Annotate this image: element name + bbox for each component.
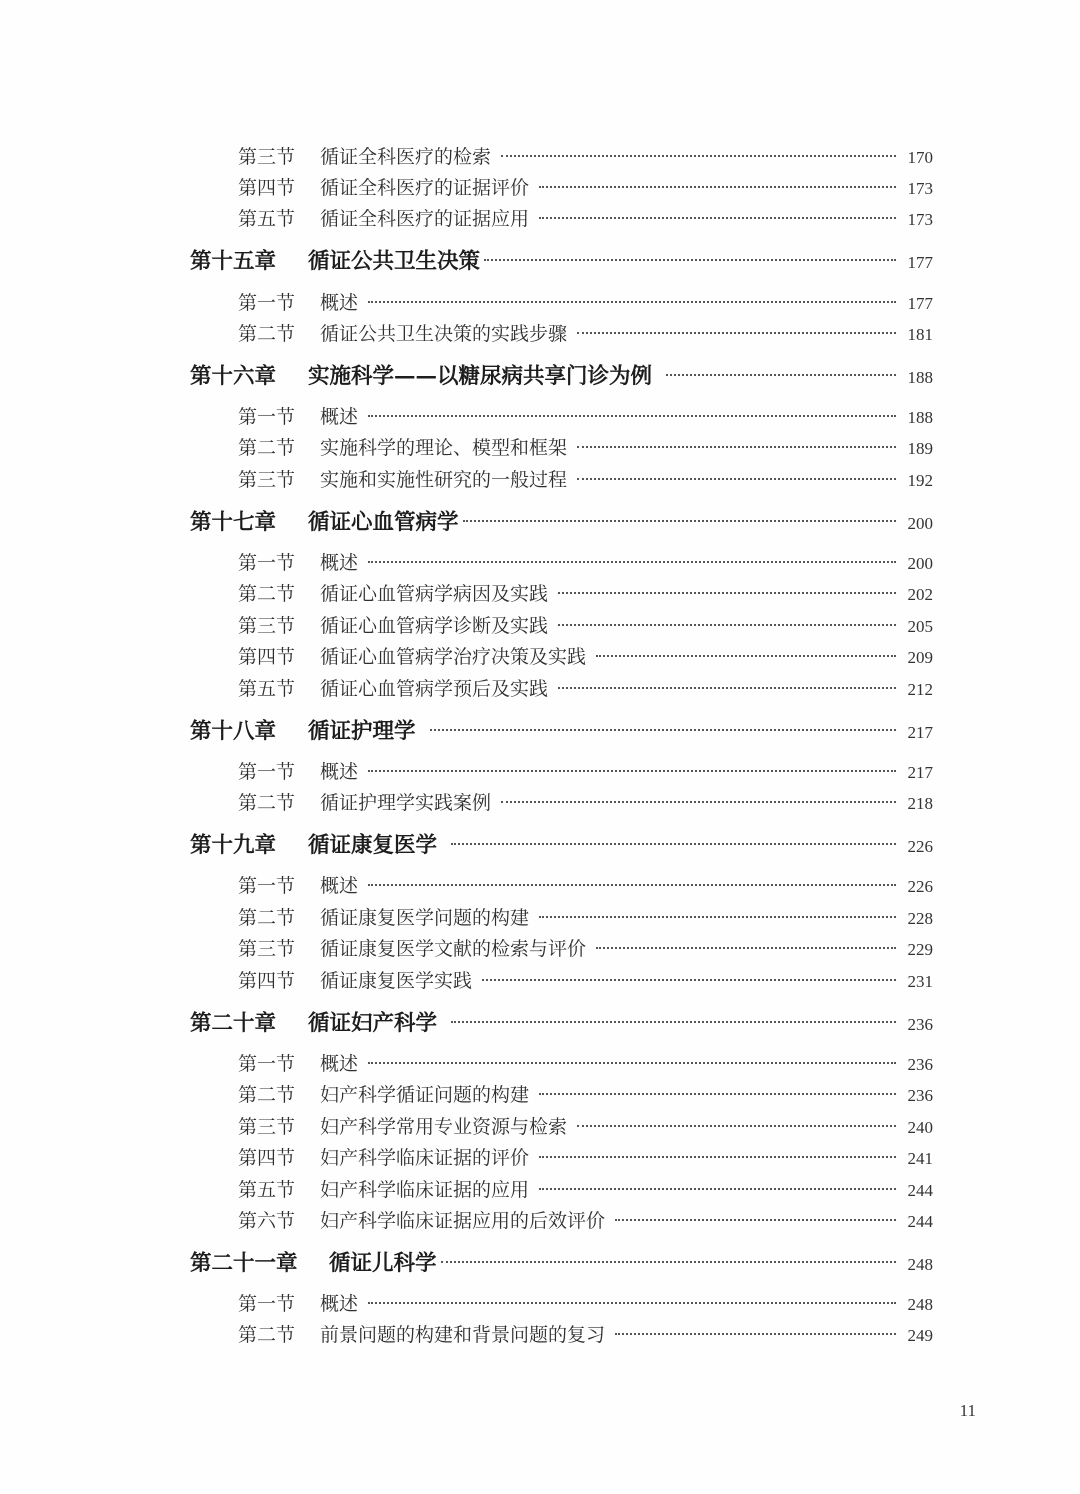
dot-leader (596, 947, 896, 949)
dot-leader (615, 1219, 896, 1221)
toc-chapter-entry[interactable] (190, 832, 933, 861)
toc-section-entry[interactable] (238, 551, 933, 576)
section-number: 第二节 (238, 1084, 296, 1106)
section-title: 概述 (320, 1293, 359, 1315)
section-title: 妇产科学临床证据的评价 (320, 1147, 530, 1169)
toc-chapter-entry[interactable] (190, 509, 933, 538)
section-title: 实施科学的理论、模型和框架 (320, 437, 568, 459)
page-number: 244 (907, 1181, 933, 1200)
chapter-title: 循证护理学 (308, 719, 416, 744)
page-number: 248 (907, 1295, 933, 1314)
section-number: 第四节 (238, 177, 296, 199)
section-number: 第一节 (238, 292, 296, 314)
page-number: 189 (907, 439, 933, 458)
page-number: 231 (907, 972, 933, 991)
dot-leader (451, 843, 896, 845)
section-number: 第五节 (238, 678, 296, 700)
toc-section-entry[interactable] (238, 969, 933, 994)
dot-leader (368, 301, 896, 303)
page-number: 209 (907, 648, 933, 667)
toc-section-entry[interactable] (238, 1292, 933, 1317)
section-title: 妇产科学循证问题的构建 (320, 1084, 530, 1106)
dot-leader (463, 520, 896, 522)
page-number: 200 (907, 554, 933, 573)
dot-leader (539, 1093, 896, 1095)
page-number: 212 (907, 680, 933, 699)
chapter-title: 循证心血管病学 (308, 510, 459, 535)
section-number: 第四节 (238, 1147, 296, 1169)
dot-leader (539, 916, 896, 918)
toc-section-entry[interactable] (238, 1146, 933, 1171)
section-title: 循证心血管病学治疗决策及实践 (320, 646, 587, 668)
toc-chapter-entry[interactable] (190, 248, 933, 277)
section-title: 概述 (320, 761, 359, 783)
chapter-number: 第十八章 (190, 719, 277, 744)
dot-leader (615, 1333, 896, 1335)
dot-leader (368, 415, 896, 417)
toc-section-entry[interactable] (238, 207, 933, 232)
page-number: 228 (907, 909, 933, 928)
dot-leader (558, 592, 896, 594)
toc-section-entry[interactable] (238, 645, 933, 670)
section-title: 循证康复医学文献的检索与评价 (320, 938, 587, 960)
toc-section-entry[interactable] (238, 906, 933, 931)
dot-leader (577, 478, 896, 480)
section-title: 循证康复医学问题的构建 (320, 907, 530, 929)
chapter-number: 第十五章 (190, 249, 277, 274)
chapter-number: 第十六章 (190, 364, 277, 389)
page-number: 217 (907, 723, 933, 742)
section-number: 第二节 (238, 323, 296, 345)
toc-section-entry[interactable] (238, 1178, 933, 1203)
toc-section-entry[interactable] (238, 291, 933, 316)
section-title: 循证全科医疗的证据应用 (320, 208, 530, 230)
dot-leader (368, 1062, 896, 1064)
toc-section-entry[interactable] (238, 1209, 933, 1234)
toc-chapter-entry[interactable] (190, 718, 933, 747)
toc-section-entry[interactable] (238, 322, 933, 347)
toc-section-entry[interactable] (238, 1323, 933, 1348)
section-title: 循证全科医疗的证据评价 (320, 177, 530, 199)
dot-leader (430, 729, 896, 731)
section-title: 循证公共卫生决策的实践步骤 (320, 323, 568, 345)
page-number: 249 (907, 1326, 933, 1345)
section-title: 概述 (320, 1053, 359, 1075)
page-number: 226 (907, 877, 933, 896)
section-number: 第三节 (238, 146, 296, 168)
section-number: 第六节 (238, 1210, 296, 1232)
toc-section-entry[interactable] (238, 405, 933, 430)
section-title: 概述 (320, 552, 359, 574)
dot-leader (596, 655, 896, 657)
page-number: 192 (907, 471, 933, 490)
toc-section-entry[interactable] (238, 1052, 933, 1077)
section-title: 实施和实施性研究的一般过程 (320, 469, 568, 491)
page-number: 181 (907, 325, 933, 344)
section-number: 第三节 (238, 1116, 296, 1138)
chapter-title: 循证公共卫生决策 (308, 249, 481, 274)
toc-section-entry[interactable] (238, 582, 933, 607)
page-number: 226 (907, 837, 933, 856)
section-number: 第三节 (238, 615, 296, 637)
page-number: 244 (907, 1212, 933, 1231)
section-number: 第一节 (238, 875, 296, 897)
chapter-number: 第二十一章 (190, 1251, 298, 1276)
toc-section-entry[interactable] (238, 176, 933, 201)
page-number: 236 (907, 1055, 933, 1074)
section-title: 概述 (320, 875, 359, 897)
section-number: 第一节 (238, 552, 296, 574)
dot-leader (558, 624, 896, 626)
section-title: 妇产科学临床证据应用的后效评价 (320, 1210, 606, 1232)
section-title: 循证全科医疗的检索 (320, 146, 492, 168)
page-number: 177 (907, 253, 933, 272)
dot-leader (577, 332, 896, 334)
section-number: 第一节 (238, 406, 296, 428)
section-number: 第一节 (238, 1293, 296, 1315)
section-number: 第四节 (238, 970, 296, 992)
dot-leader (539, 186, 896, 188)
section-title: 循证心血管病学病因及实践 (320, 583, 549, 605)
section-number: 第三节 (238, 469, 296, 491)
section-number: 第二节 (238, 583, 296, 605)
chapter-number: 第十九章 (190, 833, 277, 858)
chapter-number: 第十七章 (190, 510, 277, 535)
section-number: 第五节 (238, 1179, 296, 1201)
dot-leader (666, 374, 896, 376)
toc-section-entry[interactable] (238, 1083, 933, 1108)
toc-section-entry[interactable] (238, 468, 933, 493)
dot-leader (539, 1156, 896, 1158)
page-number: 177 (907, 294, 933, 313)
section-number: 第二节 (238, 907, 296, 929)
page-number: 173 (907, 179, 933, 198)
page-number: 236 (907, 1015, 933, 1034)
page-number: 218 (907, 794, 933, 813)
page-number: 173 (907, 210, 933, 229)
dot-leader (484, 259, 896, 261)
section-number: 第二节 (238, 437, 296, 459)
page-number: 241 (907, 1149, 933, 1168)
page-number: 240 (907, 1118, 933, 1137)
dot-leader (368, 884, 896, 886)
toc-section-entry[interactable] (238, 677, 933, 702)
page-number: 170 (907, 148, 933, 167)
dot-leader (577, 446, 896, 448)
toc-chapter-entry[interactable] (190, 1250, 933, 1279)
section-title: 循证心血管病学预后及实践 (320, 678, 549, 700)
section-title: 循证康复医学实践 (320, 970, 473, 992)
folio-page-number: 11 (959, 1401, 976, 1420)
section-number: 第五节 (238, 208, 296, 230)
section-number: 第一节 (238, 1053, 296, 1075)
section-number: 第一节 (238, 761, 296, 783)
section-title: 妇产科学常用专业资源与检索 (320, 1116, 568, 1138)
chapter-title: 循证妇产科学 (308, 1011, 438, 1036)
dot-leader (451, 1021, 896, 1023)
chapter-title: 实施科学——以糖尿病共享门诊为例 (308, 364, 653, 389)
page-number: 248 (907, 1255, 933, 1274)
chapter-title: 循证康复医学 (308, 833, 438, 858)
page-number: 188 (907, 368, 933, 387)
toc-section-entry[interactable] (238, 791, 933, 816)
dot-leader (501, 801, 896, 803)
toc-section-entry[interactable] (238, 1115, 933, 1140)
toc-chapter-entry[interactable] (190, 363, 933, 392)
dot-leader (501, 155, 896, 157)
page-number: 236 (907, 1086, 933, 1105)
page-number: 200 (907, 514, 933, 533)
toc-section-entry[interactable] (238, 436, 933, 461)
section-number: 第二节 (238, 792, 296, 814)
section-title: 循证心血管病学诊断及实践 (320, 615, 549, 637)
section-number: 第四节 (238, 646, 296, 668)
dot-leader (482, 979, 896, 981)
section-number: 第三节 (238, 938, 296, 960)
chapter-number: 第二十章 (190, 1011, 277, 1036)
dot-leader (558, 687, 896, 689)
page-number: 205 (907, 617, 933, 636)
toc-chapter-entry[interactable] (190, 1010, 933, 1039)
page-number: 202 (907, 585, 933, 604)
toc-section-entry[interactable] (238, 760, 933, 785)
page-number: 217 (907, 763, 933, 782)
section-title: 循证护理学实践案例 (320, 792, 492, 814)
dot-leader (577, 1125, 896, 1127)
chapter-title: 循证儿科学 (329, 1251, 437, 1276)
section-title: 概述 (320, 406, 359, 428)
section-number: 第二节 (238, 1324, 296, 1346)
toc-section-entry[interactable] (238, 145, 933, 170)
dot-leader (368, 561, 896, 563)
toc-section-entry[interactable] (238, 614, 933, 639)
dot-leader (368, 770, 896, 772)
dot-leader (441, 1261, 896, 1263)
section-title: 概述 (320, 292, 359, 314)
section-title: 妇产科学临床证据的应用 (320, 1179, 530, 1201)
toc-section-entry[interactable] (238, 874, 933, 899)
toc-section-entry[interactable] (238, 937, 933, 962)
dot-leader (539, 1188, 896, 1190)
dot-leader (368, 1302, 896, 1304)
dot-leader (539, 217, 896, 219)
page-number: 229 (907, 940, 933, 959)
section-title: 前景问题的构建和背景问题的复习 (320, 1324, 606, 1346)
page-number: 188 (907, 408, 933, 427)
